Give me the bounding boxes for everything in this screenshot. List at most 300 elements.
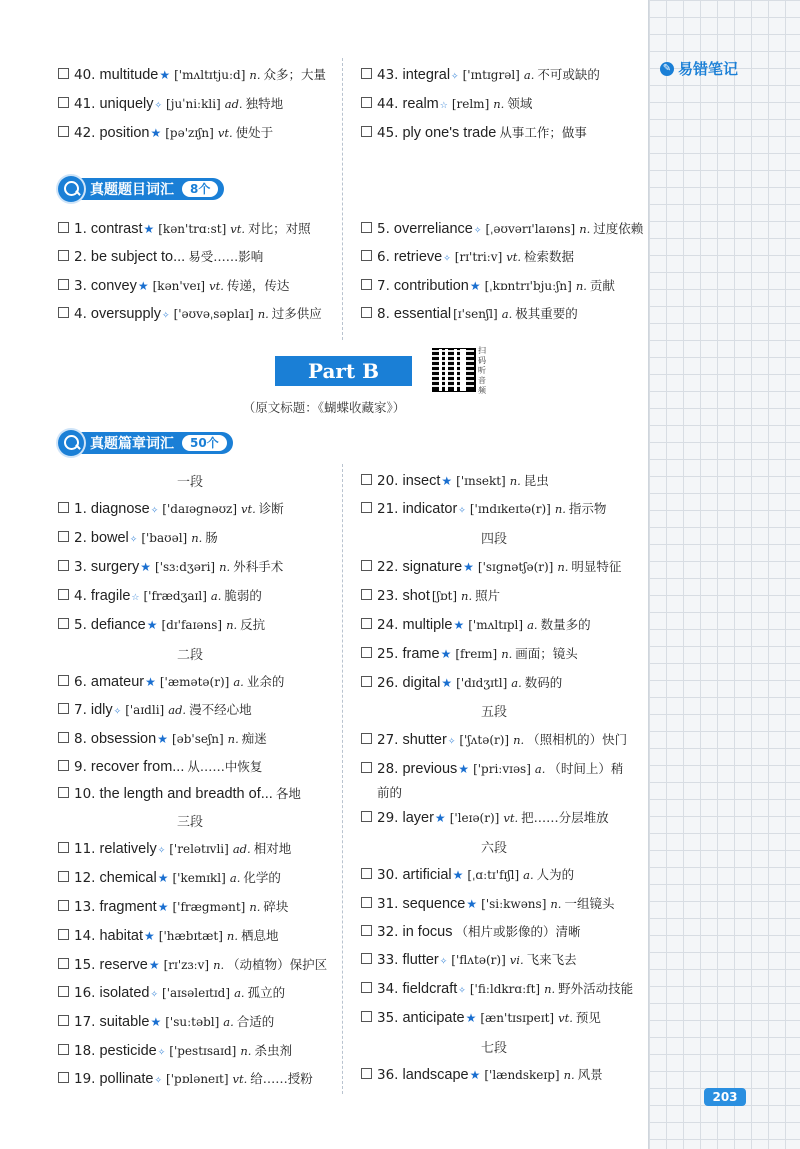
entry-word: realm	[402, 96, 439, 112]
entry-phonetic: ['pɒləneɪt]	[166, 1072, 229, 1086]
entry-phonetic: [əb'seʃn]	[171, 732, 224, 746]
checkbox[interactable]	[361, 762, 372, 773]
entry-number: 10.	[74, 786, 96, 802]
entry-phonetic: [dɪ'faɪəns]	[161, 618, 223, 632]
entry-pos: a.	[501, 307, 513, 321]
entry-number: 4.	[74, 588, 87, 604]
entry-meaning: 从事工作；做事	[499, 125, 587, 140]
frequency-star-icon: ✧	[447, 737, 456, 747]
entry-number: 9.	[74, 759, 87, 775]
entry-word: insect	[402, 473, 441, 489]
entry-number: 22.	[377, 559, 399, 575]
entry-word: ply one's trade	[402, 125, 497, 141]
entry-pos: n.	[249, 900, 261, 914]
entry-phonetic: [ʃɒt]	[431, 589, 458, 603]
frequency-star-icon: ★	[452, 868, 464, 882]
entry-number: 29.	[377, 810, 399, 826]
entry-number: 7.	[74, 702, 87, 718]
vocab-entry	[361, 809, 609, 827]
checkbox[interactable]	[361, 126, 372, 137]
frequency-star-icon: ✧	[154, 1076, 163, 1086]
section-header-passage-vocab	[58, 430, 233, 456]
entry-pos: n.	[501, 647, 513, 661]
frequency-star-icon: ✧	[162, 311, 170, 321]
entry-meaning: 独特地	[245, 96, 284, 111]
vocab-entry	[58, 898, 288, 916]
checkbox[interactable]	[58, 760, 69, 771]
entry-phonetic: [ɪ'senʃl]	[453, 307, 498, 321]
entry-meaning: 从……中恢复	[187, 759, 263, 774]
entry-word: be subject to...	[90, 249, 186, 265]
entry-word: reserve	[99, 957, 148, 973]
entry-phonetic: ['priːvɪəs]	[473, 762, 531, 776]
entry-pos: ad.	[168, 703, 187, 717]
entry-phonetic: ['æmətə(r)]	[159, 675, 230, 689]
entry-number: 28.	[377, 761, 399, 777]
entry-phonetic: ['daɪəgnəʊz]	[162, 502, 238, 516]
entry-word: previous	[402, 761, 458, 777]
checkbox[interactable]	[361, 953, 372, 964]
entry-word: essential	[393, 306, 452, 322]
entry-word: relatively	[99, 841, 157, 857]
entry-meaning: 使处于	[235, 125, 274, 140]
entry-number: 21.	[377, 501, 399, 517]
paragraph-label: 一段	[176, 475, 203, 490]
checkbox[interactable]	[361, 647, 372, 658]
entry-pos: n.	[249, 68, 261, 82]
entry-phonetic: [æn'tɪsɪpeɪt]	[480, 1011, 555, 1025]
checkbox[interactable]	[361, 733, 372, 744]
entry-word: oversupply	[90, 306, 162, 322]
entry-number: 43.	[377, 67, 399, 83]
frequency-star-icon: ★	[144, 929, 155, 943]
entry-meaning: 反抗	[240, 617, 266, 632]
frequency-star-icon: ★	[441, 676, 453, 690]
frequency-star-icon: ★	[465, 1011, 477, 1025]
search-icon	[58, 176, 84, 202]
checkbox[interactable]	[58, 618, 69, 629]
paragraph-label: 七段	[480, 1041, 507, 1056]
checkbox[interactable]	[361, 868, 372, 879]
checkbox[interactable]	[58, 589, 69, 600]
entry-word: frame	[402, 646, 440, 662]
entry-meaning: 业余的	[246, 674, 285, 689]
entry-number: 8.	[74, 731, 87, 747]
entry-phonetic: ['mʌltɪtjuːd]	[174, 68, 246, 82]
entry-pos: n.	[509, 474, 521, 488]
vocab-entry	[58, 558, 283, 576]
vocab-entry	[361, 866, 574, 884]
vocab-entry	[58, 277, 289, 295]
checkbox[interactable]	[58, 929, 69, 940]
entry-word: flutter	[402, 952, 439, 968]
entry-phonetic: ['leɪə(r)]	[449, 811, 500, 825]
frequency-star-icon: ★	[458, 762, 470, 776]
entry-pos: n.	[219, 560, 231, 574]
entry-phonetic: [ˌɑːtɪ'fɪʃl]	[467, 868, 520, 882]
entry-pos: a.	[229, 871, 241, 885]
entry-pos: vi.	[509, 953, 524, 967]
checkbox[interactable]	[361, 1011, 372, 1022]
frequency-star-icon: ★	[157, 871, 169, 885]
entry-meaning: 野外活动技能	[558, 981, 634, 996]
frequency-star-icon: ★	[137, 279, 149, 293]
entry-meaning: 给……授粉	[250, 1071, 313, 1086]
entry-phonetic: [freɪm]	[455, 647, 498, 661]
entry-number: 18.	[74, 1043, 96, 1059]
entry-number: 8.	[377, 306, 390, 322]
checkbox[interactable]	[58, 900, 69, 911]
vocab-entry	[58, 1042, 292, 1062]
entry-meaning: （动植物）保护区	[227, 957, 328, 972]
checkbox[interactable]	[58, 279, 69, 290]
frequency-star-icon: ★	[140, 560, 152, 574]
checkbox[interactable]	[58, 1072, 69, 1083]
entry-word: in focus	[402, 924, 453, 940]
frequency-star-icon: ✧	[458, 506, 466, 516]
entry-pos: n.	[493, 97, 505, 111]
checkbox[interactable]	[58, 703, 69, 714]
entry-phonetic: ['aɪsəleɪtɪd]	[162, 986, 231, 1000]
section-header-question-vocab	[58, 176, 224, 202]
checkbox[interactable]	[58, 787, 69, 798]
entry-phonetic: ['ɪntɪgrəl]	[462, 68, 520, 82]
vocab-entry	[361, 951, 577, 971]
entry-phonetic: ['ʃʌtə(r)]	[459, 733, 510, 747]
entry-pos: ad.	[232, 842, 251, 856]
entry-word: sequence	[402, 896, 466, 912]
checkbox[interactable]	[58, 126, 69, 137]
entry-meaning: 漫不经心地	[189, 702, 252, 717]
entry-pos: vt.	[503, 811, 519, 825]
entry-pos: n.	[257, 307, 269, 321]
entry-number: 30.	[377, 867, 399, 883]
vocab-entry	[58, 984, 285, 1004]
entry-word: diagnose	[90, 501, 150, 517]
checkbox[interactable]	[58, 1044, 69, 1055]
entry-number: 36.	[377, 1067, 399, 1083]
frequency-star-icon: ★	[150, 126, 162, 140]
entry-word: obsession	[90, 731, 157, 747]
entry-word: multiple	[402, 617, 453, 633]
entry-pos: vt.	[209, 279, 224, 293]
entry-meaning: 预见	[575, 1010, 601, 1025]
checkbox[interactable]	[361, 560, 372, 571]
entry-meaning: 传递，传达	[226, 278, 290, 293]
entry-meaning: 栖息地	[240, 928, 279, 943]
entry-meaning: 诊断	[258, 501, 284, 516]
entry-word: artificial	[402, 867, 452, 883]
frequency-star-icon: ☆	[131, 593, 140, 603]
entry-pos: vt.	[230, 222, 246, 236]
frequency-star-icon: ★	[143, 222, 155, 236]
part-b-banner: Part B	[275, 356, 412, 386]
entry-meaning: 飞来飞去	[526, 952, 577, 967]
frequency-star-icon: ★	[150, 1015, 162, 1029]
entry-word: chemical	[99, 870, 157, 886]
frequency-star-icon: ★	[453, 618, 465, 632]
vocab-entry	[58, 701, 252, 721]
vocab-entry	[361, 1009, 601, 1027]
checkbox[interactable]	[58, 560, 69, 571]
checkbox[interactable]	[361, 502, 372, 513]
frequency-star-icon: ★	[157, 732, 168, 746]
checkbox[interactable]	[58, 958, 69, 969]
column-divider	[342, 58, 343, 340]
entry-phonetic: ['baʊəl]	[141, 531, 188, 545]
entry-phonetic: ['relətɪvli]	[169, 842, 229, 856]
entry-word: isolated	[99, 985, 150, 1001]
entry-phonetic: [ˌkɒntrɪ'bjuːʃn]	[484, 279, 572, 293]
checkbox[interactable]	[58, 986, 69, 997]
entry-pos: a.	[523, 68, 535, 82]
entry-word: surgery	[90, 559, 140, 575]
entry-word: recover from...	[90, 759, 185, 775]
entry-pos: vt.	[232, 1072, 248, 1086]
frequency-star-icon: ✧	[157, 846, 166, 856]
frequency-star-icon: ★	[146, 618, 158, 632]
entry-meaning: 孤立的	[247, 985, 286, 1000]
checkbox[interactable]	[361, 982, 372, 993]
entry-phonetic: ['hæbɪtæt]	[158, 929, 223, 943]
entry-number: 6.	[377, 249, 390, 265]
entry-meaning: 领域	[507, 96, 533, 111]
entry-meaning: 明显特征	[571, 559, 622, 574]
entry-pos: n.	[550, 897, 562, 911]
checkbox[interactable]	[58, 531, 69, 542]
notes-title-text: 易错笔记	[678, 60, 739, 78]
entry-number: 6.	[74, 674, 87, 690]
entry-phonetic: ['aɪdli]	[125, 703, 165, 717]
entry-word: pesticide	[99, 1043, 157, 1059]
entry-number: 24.	[377, 617, 399, 633]
entry-pos: vt.	[241, 502, 256, 516]
entry-phonetic: [kən'trɑːst]	[158, 222, 227, 236]
entry-word: fieldcraft	[402, 981, 458, 997]
entry-phonetic: [juˈniːkli]	[166, 97, 221, 111]
frequency-star-icon: ✧	[439, 957, 448, 967]
entry-number: 19.	[74, 1071, 96, 1087]
entry-meaning: 风景	[577, 1067, 603, 1082]
entry-meaning: 照片	[475, 588, 501, 603]
entry-number: 27.	[377, 732, 399, 748]
entry-word: defiance	[90, 617, 146, 633]
entry-phonetic: [rɪ'triːv]	[454, 250, 503, 264]
checkbox[interactable]	[58, 732, 69, 743]
section-pill	[74, 432, 233, 454]
frequency-star-icon: ✧	[458, 986, 466, 996]
entry-meaning: 众多；大量	[263, 67, 326, 82]
checkbox[interactable]	[361, 897, 372, 908]
entry-meaning: 人为的	[536, 867, 575, 882]
checkbox[interactable]	[58, 307, 69, 318]
checkbox[interactable]	[58, 675, 69, 686]
entry-phonetic: ['dɪdʒɪtl]	[456, 676, 508, 690]
checkbox[interactable]	[361, 474, 372, 485]
vocab-entry	[361, 674, 562, 692]
entry-pos: n.	[226, 618, 238, 632]
checkbox[interactable]	[361, 925, 372, 936]
entry-pos: a.	[527, 618, 538, 632]
checkbox[interactable]	[58, 222, 69, 233]
frequency-star-icon: ☆	[439, 101, 448, 111]
entry-number: 1.	[74, 221, 87, 237]
entry-word: amateur	[90, 674, 145, 690]
checkbox[interactable]	[361, 222, 372, 233]
entry-number: 35.	[377, 1010, 399, 1026]
frequency-star-icon: ★	[148, 958, 160, 972]
entry-meaning: 杀虫剂	[254, 1043, 292, 1058]
qr-code-pattern	[432, 348, 474, 390]
paragraph-label: 五段	[480, 705, 507, 720]
checkbox[interactable]	[361, 279, 372, 290]
entry-pos: a.	[234, 986, 245, 1000]
frequency-star-icon: ★	[145, 675, 156, 689]
entry-word: signature	[402, 559, 463, 575]
entry-phonetic: ['frædʒaɪl]	[143, 589, 207, 603]
paragraph-label: 六段	[480, 841, 507, 856]
entry-phonetic: [rɪ'zɜːv]	[163, 958, 210, 972]
entry-word: layer	[402, 810, 434, 826]
entry-number: 33.	[377, 952, 399, 968]
entry-word: retrieve	[393, 249, 443, 265]
frequency-star-icon: ✧	[150, 990, 159, 1000]
entry-meaning: （时间上）稍	[548, 761, 624, 776]
entry-pos: ad.	[224, 97, 243, 111]
entry-pos: a.	[223, 1015, 234, 1029]
entry-number: 20.	[377, 473, 399, 489]
vocab-entry	[58, 927, 279, 945]
entry-number: 44.	[377, 96, 399, 112]
entry-number: 7.	[377, 278, 390, 294]
entry-pos: a.	[511, 676, 522, 690]
entry-number: 26.	[377, 675, 399, 691]
entry-meaning: 昆虫	[523, 473, 549, 488]
entry-meaning: 对比；对照	[248, 221, 311, 236]
entry-word: habitat	[99, 928, 144, 944]
vocab-entry	[361, 1066, 603, 1084]
entry-meaning: 相对地	[253, 841, 292, 856]
vocab-entry	[58, 758, 262, 776]
checkbox[interactable]	[58, 871, 69, 882]
section-count-badge: 50个	[182, 435, 227, 451]
entry-meaning: 极其重要的	[515, 306, 578, 321]
vocab-entry	[361, 587, 500, 605]
section-title: 真题题目词汇	[90, 182, 174, 198]
entry-meaning: 易受……影响	[188, 249, 264, 264]
entry-number: 31.	[377, 896, 399, 912]
entry-number: 14.	[74, 928, 96, 944]
checkbox[interactable]	[58, 68, 69, 79]
vocab-entry	[361, 472, 549, 490]
entry-word: multitude	[99, 67, 159, 83]
vocab-entry	[58, 1013, 274, 1031]
original-title: （原文标题：《蝴蝶收藏家》）	[242, 400, 406, 415]
frequency-star-icon: ★	[440, 647, 452, 661]
entry-number: 45.	[377, 125, 399, 141]
frequency-star-icon: ★	[157, 900, 169, 914]
entry-pos: n.	[557, 560, 569, 574]
entry-meaning: 脆弱的	[224, 588, 262, 603]
checkbox[interactable]	[58, 1015, 69, 1026]
vocab-entry	[361, 124, 587, 142]
frequency-star-icon: ★	[434, 811, 446, 825]
entry-pos: n.	[554, 502, 566, 516]
entry-meaning: 碎块	[263, 899, 289, 914]
checkbox[interactable]	[361, 250, 372, 261]
entry-pos: n.	[544, 982, 556, 996]
section-pill	[74, 178, 224, 200]
checkbox[interactable]	[361, 618, 372, 629]
checkbox[interactable]	[361, 811, 372, 822]
entry-pos: n.	[575, 279, 587, 293]
entry-word: suitable	[99, 1014, 150, 1030]
entry-word: shutter	[402, 732, 447, 748]
entry-number: 42.	[74, 125, 96, 141]
frequency-star-icon: ✧	[443, 254, 451, 264]
entry-pos: a.	[523, 868, 534, 882]
entry-number: 25.	[377, 646, 399, 662]
entry-phonetic: ['sɜːdʒəri]	[155, 560, 216, 574]
checkbox[interactable]	[361, 676, 372, 687]
entry-meaning: 肠	[205, 530, 218, 545]
vocab-entry	[58, 587, 262, 607]
entry-number: 12.	[74, 870, 96, 886]
checkbox[interactable]	[361, 97, 372, 108]
frequency-star-icon: ★	[469, 1068, 481, 1082]
entry-word: fragile	[90, 588, 131, 604]
entry-word: shot	[402, 588, 430, 604]
entry-phonetic: ['siːkwəns]	[481, 897, 547, 911]
vocab-entry	[58, 869, 281, 887]
entry-pos: n.	[563, 1068, 575, 1082]
paragraph-label: 四段	[480, 532, 507, 547]
entry-pos: n.	[227, 732, 239, 746]
entry-pos: a.	[233, 675, 244, 689]
frequency-star-icon: ★	[159, 68, 171, 82]
vocab-entry	[58, 66, 326, 84]
checkbox[interactable]	[361, 68, 372, 79]
entry-pos: vt.	[506, 250, 522, 264]
vocab-entry	[58, 248, 263, 266]
entry-number: 2.	[74, 530, 87, 546]
page-number: 203	[704, 1088, 746, 1106]
entry-number: 34.	[377, 981, 399, 997]
vocab-entry	[58, 500, 284, 520]
entry-number: 32.	[377, 924, 399, 940]
vocab-entry	[58, 220, 311, 238]
frequency-star-icon: ✧	[113, 707, 122, 717]
checkbox[interactable]	[58, 250, 69, 261]
checkbox[interactable]	[361, 1068, 372, 1079]
frequency-star-icon: ★	[469, 279, 481, 293]
entry-phonetic: ['lændskeɪp]	[484, 1068, 560, 1082]
entry-number: 5.	[377, 221, 390, 237]
entry-number: 5.	[74, 617, 87, 633]
entry-pos: n.	[226, 929, 238, 943]
checkbox[interactable]	[361, 307, 372, 318]
entry-meaning: 合适的	[236, 1014, 275, 1029]
entry-word: contrast	[90, 221, 143, 237]
checkbox[interactable]	[58, 97, 69, 108]
frequency-star-icon: ✧	[157, 1048, 166, 1058]
vocab-entry	[58, 529, 218, 549]
checkbox[interactable]	[58, 842, 69, 853]
entry-word: idly	[90, 702, 113, 718]
checkbox[interactable]	[361, 589, 372, 600]
checkbox[interactable]	[58, 502, 69, 513]
entry-number: 3.	[74, 559, 87, 575]
